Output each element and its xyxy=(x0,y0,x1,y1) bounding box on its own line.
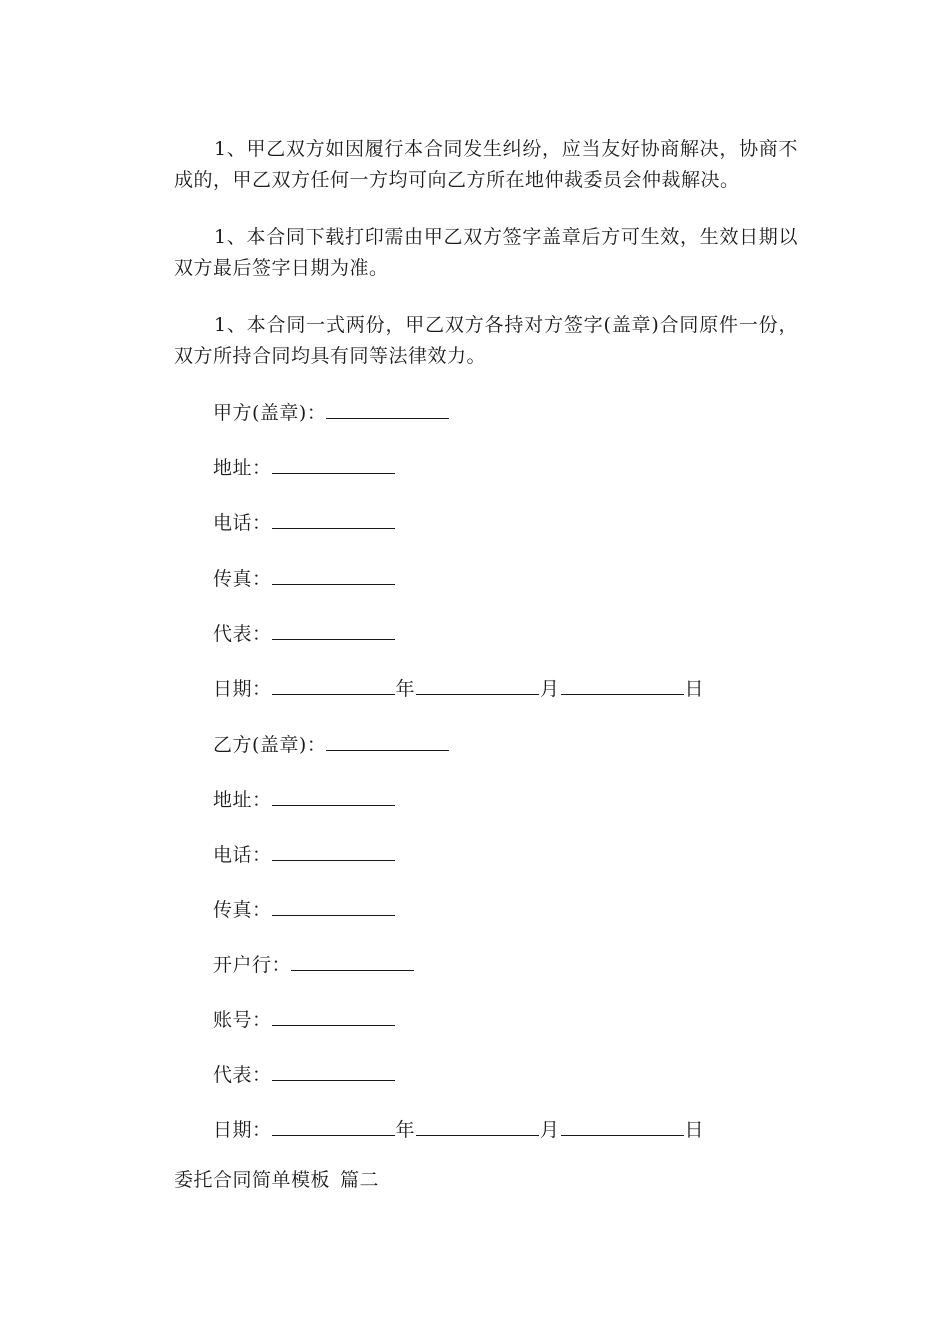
party-b-address-label: 地址： xyxy=(213,789,272,811)
party-a-rep-blank xyxy=(272,621,395,640)
party-b-address-blank xyxy=(272,787,395,806)
party-a-phone-label: 电话： xyxy=(213,512,272,534)
next-section-title xyxy=(174,1168,379,1192)
year-unit: 年 xyxy=(395,1119,416,1141)
party-b-account-label: 账号： xyxy=(213,1009,272,1031)
clause-dispute: 1、甲乙双方如因履行本合同发生纠纷，应当友好协商解决，协商不成的，甲乙双方任何一方均可向乙方所在地仲裁委员会仲裁解决。 xyxy=(174,138,798,191)
day-unit: 日 xyxy=(684,678,705,700)
day-unit: 日 xyxy=(684,1119,705,1141)
party-a-address-field xyxy=(213,455,395,480)
party-b-rep-field xyxy=(213,1062,395,1087)
party-b-bank-field xyxy=(213,952,414,977)
party-b-account-blank xyxy=(272,1007,395,1026)
party-b-year-blank xyxy=(272,1117,395,1136)
party-b-account-field xyxy=(213,1007,395,1032)
party-b-name-blank xyxy=(326,732,449,751)
party-b-day-blank xyxy=(561,1117,684,1136)
party-b-month-blank xyxy=(416,1117,539,1136)
party-b-rep-blank xyxy=(272,1062,395,1081)
party-a-rep-field xyxy=(213,621,395,646)
clause-effective: 1、本合同下载打印需由甲乙双方签字盖章后方可生效，生效日期以双方最后签字日期为准。 xyxy=(174,226,798,279)
section-title-suffix: 篇二 xyxy=(340,1169,380,1191)
party-a-phone-blank xyxy=(272,510,395,529)
section-title-text: 委托合同简单模板 xyxy=(174,1169,331,1191)
party-a-date-label: 日期： xyxy=(213,678,272,700)
party-a-address-blank xyxy=(272,455,395,474)
party-a-year-blank xyxy=(272,676,395,695)
year-unit: 年 xyxy=(395,678,416,700)
party-b-rep-label: 代表： xyxy=(213,1064,272,1086)
party-b-date-field xyxy=(213,1117,705,1142)
party-a-month-blank xyxy=(416,676,539,695)
party-b-fax-label: 传真： xyxy=(213,899,272,921)
party-a-address-label: 地址： xyxy=(213,457,272,479)
party-b-phone-label: 电话： xyxy=(213,844,272,866)
party-a-fax-blank xyxy=(272,566,395,585)
party-a-name-blank xyxy=(326,400,449,419)
party-a-day-blank xyxy=(561,676,684,695)
party-b-bank-blank xyxy=(291,952,414,971)
party-a-name-label: 甲方(盖章)： xyxy=(213,402,327,424)
party-b-fax-blank xyxy=(272,897,395,916)
clause-copies: 1、本合同一式两份，甲乙双方各持对方签字(盖章)合同原件一份，双方所持合同均具有同等法律效力。 xyxy=(174,314,798,367)
party-b-name-label: 乙方(盖章)： xyxy=(213,734,327,756)
party-b-name-field xyxy=(213,732,449,757)
month-unit: 月 xyxy=(540,678,560,700)
party-a-phone-field xyxy=(213,510,395,535)
party-a-rep-label: 代表： xyxy=(213,623,272,645)
party-b-bank-label: 开户行： xyxy=(213,954,292,976)
party-b-phone-blank xyxy=(272,842,395,861)
party-b-address-field xyxy=(213,787,395,812)
party-b-date-label: 日期： xyxy=(213,1119,272,1141)
party-b-phone-field xyxy=(213,842,395,867)
party-a-name-field xyxy=(213,400,449,425)
party-a-fax-field xyxy=(213,566,395,591)
month-unit: 月 xyxy=(540,1119,560,1141)
party-a-fax-label: 传真： xyxy=(213,568,272,590)
party-b-fax-field xyxy=(213,897,395,922)
party-a-date-field xyxy=(213,676,705,701)
